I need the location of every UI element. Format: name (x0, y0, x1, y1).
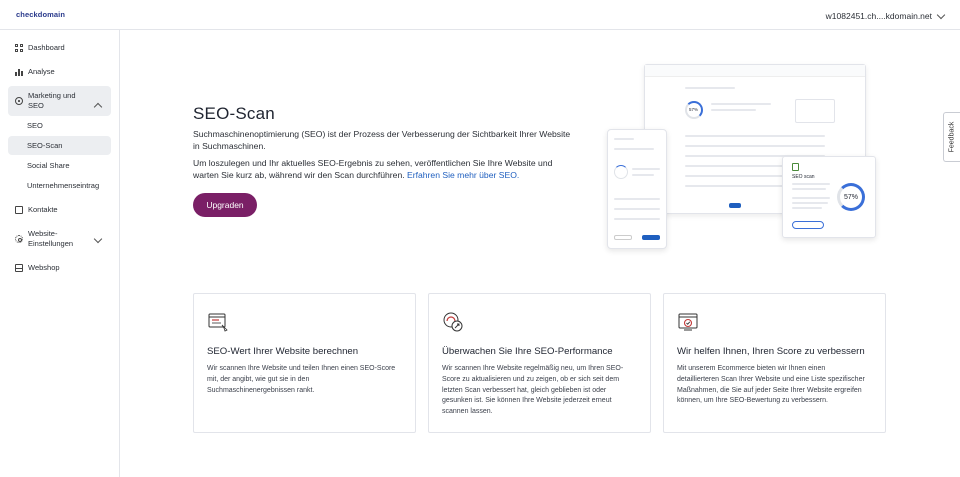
seo-scan-illustration (600, 62, 880, 252)
sidebar-item-label: Analyse (28, 67, 55, 76)
large-score-ring-icon: 57% (837, 183, 865, 211)
bar-chart-icon (15, 68, 23, 76)
sidebar-item-label: Webshop (28, 263, 60, 272)
checkdomain-logo[interactable]: checkdomain (16, 10, 66, 19)
instruction-paragraph: Um loszulegen und Ihr aktuelles SEO-Ergebnis zu sehen, veröffentlichen Sie Ihre Website und warten Sie kurz ab, während wir den Scan durchführen. Erfahren Sie mehr über SEO. (193, 158, 553, 180)
performance-gauge-icon (442, 311, 464, 333)
feature-card-improve (663, 293, 886, 433)
phone-score-ring-icon (614, 165, 628, 179)
feature-card-text: Mit unserem Ecommerce bieten wir Ihnen einen detaillierteren Scan Ihrer Website und eine Liste spezifischer Maßnahmen, die Sie auf jeder Seite Ihrer Website ergreifen können, um Ihre SEO-Bewertung zu verbessern. (677, 365, 865, 405)
sidebar (0, 30, 120, 477)
domain-selector[interactable] (826, 11, 944, 21)
feature-card-title: Wir helfen Ihnen, Ihren Score zu verbessern (677, 346, 865, 357)
sidebar-item-label: Marketing und SEO (28, 91, 76, 110)
feature-card-text: Wir scannen Ihre Website regelmäßig neu, um Ihren SEO-Score zu aktualisieren und zu zeigen, ob er sich seit dem letzten Scan verbessert hat, gleich geblieben ist oder gesunken ist. Sie können Ihre Website jederzeit erneut scannen lassen. (442, 365, 624, 416)
domain-label: w1082451.ch....kdomain.net (825, 11, 932, 21)
sidebar-item-label: Dashboard (28, 43, 65, 52)
sidebar-subitem-seo[interactable]: SEO (27, 121, 43, 130)
sidebar-item-analyse[interactable] (8, 65, 111, 79)
sidebar-item-webshop[interactable] (8, 261, 111, 275)
chevron-down-icon (94, 235, 102, 243)
sidebar-subitem-social-share[interactable]: Social Share (27, 161, 70, 170)
target-icon (15, 97, 23, 105)
feature-card-title: Überwachen Sie Ihre SEO-Performance (442, 346, 613, 357)
feature-card-title: SEO-Wert Ihrer Website berechnen (207, 346, 359, 357)
feedback-tab[interactable]: Feedback (943, 112, 960, 162)
sidebar-item-marketing-seo[interactable] (8, 86, 111, 116)
sidebar-item-label: Kontakte (28, 205, 58, 214)
score-improve-icon (677, 311, 699, 333)
sidebar-item-website-settings[interactable] (8, 226, 111, 252)
upgrade-button[interactable]: Upgraden (193, 193, 257, 217)
sidebar-item-kontakte[interactable] (8, 203, 111, 217)
page-title: SEO-Scan (193, 104, 275, 123)
sidebar-subitem-seo-scan[interactable]: SEO-Scan (8, 136, 111, 155)
feature-card-text: Wir scannen Ihre Website und teilen Ihnen einen SEO-Score mit, der angibt, wie gut sie in den Suchmaschinenergebnissen rankt. (207, 365, 396, 394)
phone-mockup (607, 129, 667, 249)
chevron-up-icon (94, 103, 102, 111)
scan-meter-icon (207, 311, 229, 333)
sidebar-item-label: Website- Einstellungen (28, 229, 74, 248)
sidebar-subitem-unternehmenseintrag[interactable]: Unternehmenseintrag (27, 181, 100, 190)
sidebar-item-dashboard[interactable] (8, 41, 111, 55)
desktop-mockup: 57% (644, 64, 866, 214)
gear-icon (15, 235, 23, 243)
score-card-mockup: SEO scan 57% (782, 156, 876, 238)
shop-icon (15, 264, 23, 272)
chevron-down-icon (937, 10, 945, 18)
feature-card-monitor (428, 293, 651, 433)
intro-paragraph: Suchmaschinenoptimierung (SEO) ist der Prozess der Verbesserung der Sichtbarkeit Ihrer Website in Suchmaschinen. (193, 129, 571, 151)
feature-card-calculate (193, 293, 416, 433)
top-bar (0, 0, 960, 30)
grid-icon (15, 44, 23, 52)
learn-more-seo-link[interactable]: Erfahren Sie mehr über SEO. (407, 170, 520, 180)
contacts-icon (15, 206, 23, 214)
